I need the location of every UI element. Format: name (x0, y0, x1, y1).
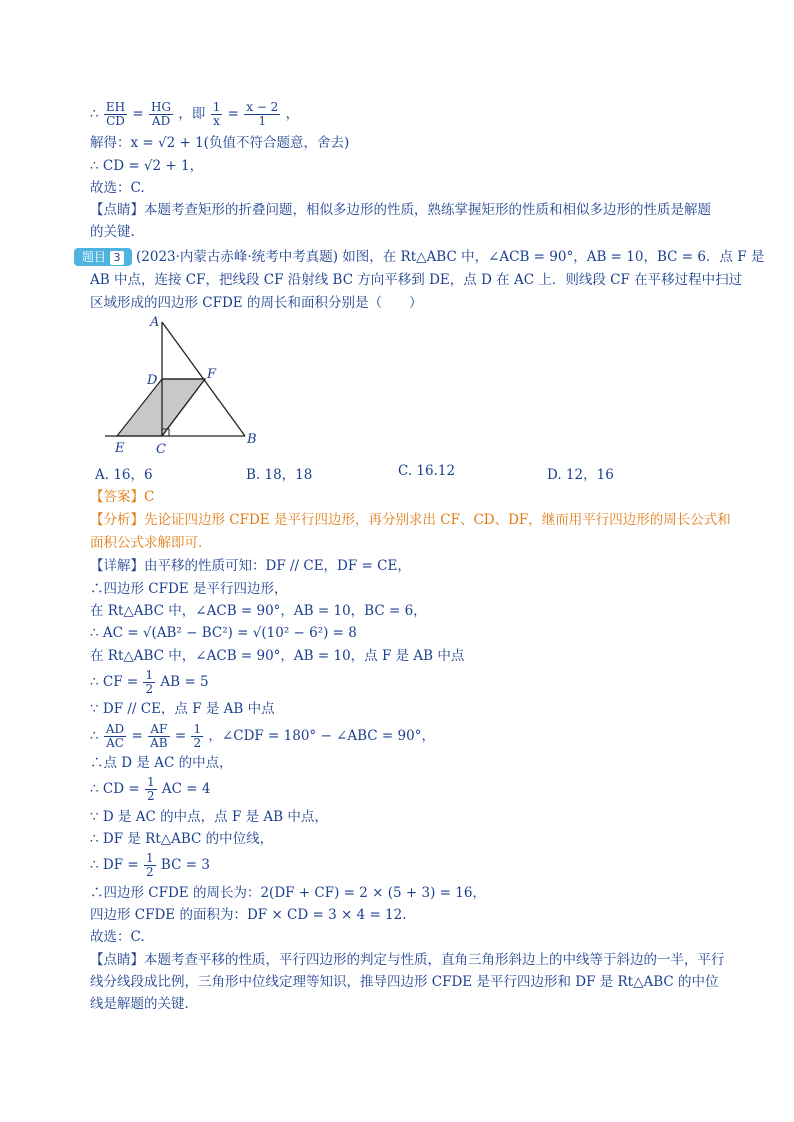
therefore-symbol: ∴ (90, 106, 99, 122)
fraction-eh-cd: $\frac{EH}{CD}$ (105, 100, 126, 128)
label-f: F (207, 367, 217, 382)
detail-line-11: ∵ D 是 AC 的中点，点 F 是 AB 中点， (90, 809, 328, 825)
analysis-text: 先论证四边形 CFDE 是平行四边形，再分别求出 CF、CD、DF，继而用平行四边形的周长公式和 (144, 512, 731, 528)
answer-tag: 【答案】 (90, 489, 144, 505)
problem-line-2: AB 中点，连接 CF，把线段 CF 沿射线 BC 方向平移到 DE，点 D 在 AC 上．则线段 CF 在平移过程中扫过 (90, 272, 743, 288)
detail-text: 由平移的性质可知：DF // CE，DF = CE， (144, 558, 411, 574)
label-a: A (150, 315, 160, 330)
note-tag: 【点睛】 (90, 202, 144, 218)
detail-line-5: 在 Rt△ABC 中，∠ACB = 90°，AB = 10，点 F 是 AB 中点 (90, 648, 465, 664)
label-d: D (147, 373, 158, 388)
answer-value: C (144, 489, 155, 505)
shaded-parallelogram (117, 379, 205, 436)
problem-line-1: (2023·内蒙古赤峰·统考中考真题) 如图，在 Rt△ABC 中，∠ACB = 90°，AB = 10，BC = 6．点 F 是 (136, 249, 765, 265)
detail-line-8: ∴ $\frac{AD}{AC}$ = $\frac{AF}{AB}$ = $\frac{1}{2}$ ，∠CDF = 180° − ∠ABC = 90°， (90, 722, 435, 750)
label-e: E (115, 441, 125, 456)
choice-c: C. 16.12 (398, 463, 456, 479)
choice-d: D. 12，16 (547, 467, 614, 483)
label-b: B (247, 432, 257, 447)
choice-a: A. 16，6 (95, 467, 153, 483)
detail-line-15: 四边形 CFDE 的面积为：DF × CD = 3 × 4 = 12. (90, 907, 407, 923)
cd-value-line: ∴ CD = √2 + 1， (90, 158, 204, 174)
note-line-1 (90, 199, 730, 221)
detail-line-9: ∴点 D 是 AC 的中点， (90, 755, 233, 771)
note-text: 本题考查矩形的折叠问题，相似多边形的性质，熟练掌握矩形的性质和相似多边形的性质是解题 (144, 202, 711, 218)
analysis-line-1 (90, 509, 730, 531)
label-c: C (156, 442, 166, 457)
detail-line-10: ∴ CD = $\frac{1}{2}$ AC = 4 (90, 775, 211, 803)
detail-line-2: ∴四边形 CFDE 是平行四边形， (90, 581, 288, 597)
final-note-line-1 (90, 949, 730, 971)
detail-line-1 (90, 555, 730, 577)
detail-line-13: ∴ DF = $\frac{1}{2}$ BC = 3 (90, 851, 210, 879)
detail-line-3: 在 Rt△ABC 中，∠ACB = 90°，AB = 10，BC = 6， (90, 603, 427, 619)
analysis-tag: 【分析】 (90, 512, 144, 528)
problem-badge-label: 题目 (81, 250, 106, 264)
fraction-half-1: $\frac{1}{2}$ (145, 668, 154, 696)
solve-line: 解得：x = √2 + 1(负值不符合题意，舍去) (90, 135, 350, 151)
fraction-half-4: $\frac{1}{2}$ (145, 851, 154, 879)
analysis-line-2: 面积公式求解即可. (90, 535, 203, 551)
problem-badge (74, 248, 132, 266)
fraction-ad-ac: $\frac{AD}{AC}$ (105, 722, 125, 750)
choice-b: B. 18，18 (246, 467, 313, 483)
fraction-af-ab: $\frac{AF}{AB}$ (150, 722, 168, 750)
detail-line-16: 故选：C. (90, 929, 145, 945)
detail-line-4: ∴ AC = √(AB² − BC²) = √(10² − 6²) = 8 (90, 625, 357, 641)
fraction-half-3: $\frac{1}{2}$ (146, 775, 155, 803)
answer-line (90, 486, 730, 508)
geometry-figure (95, 312, 275, 457)
choose-line: 故选：C. (90, 180, 145, 196)
ratio-line: ∴ $\frac{EH}{CD}$ = $\frac{HG}{AD}$ ，即 $\frac{1}{x}$ = $\frac{x - 2}{1}$ ， (90, 100, 300, 128)
final-note-line-3: 线是解题的关键. (90, 996, 189, 1012)
detail-line-7: ∵ DF // CE，点 F 是 AB 中点 (90, 701, 275, 717)
detail-tag: 【详解】 (90, 558, 144, 574)
detail-line-14: ∴四边形 CFDE 的周长为：2(DF + CF) = 2 × (5 + 3) = 16， (90, 885, 486, 901)
fraction-half-2: $\frac{1}{2}$ (193, 722, 202, 750)
fraction-hg-ad: $\frac{HG}{AD}$ (151, 100, 172, 128)
detail-line-12: ∴ DF 是 Rt△ABC 的中位线， (90, 831, 274, 847)
final-note-line-2: 线分线段成比例，三角形中位线定理等知识，推导四边形 CFDE 是平行四边形和 DF 是 Rt△ABC 的中位 (90, 974, 719, 990)
detail-line-6: ∴ CF = $\frac{1}{2}$ AB = 5 (90, 668, 209, 696)
fraction-xm2-1: $\frac{x - 2}{1}$ (246, 100, 279, 128)
problem-line-3: 区域形成的四边形 CFDE 的周长和面积分别是（ ） (90, 295, 423, 311)
note-line-2: 的关键. (90, 224, 135, 240)
problem-number: 3 (110, 251, 124, 265)
final-note-tag: 【点睛】 (90, 952, 144, 968)
fraction-1-x: $\frac{1}{x}$ (212, 100, 221, 128)
final-note-text: 本题考查平移的性质，平行四边形的判定与性质，直角三角形斜边上的中线等于斜边的一半，平行 (144, 952, 725, 968)
